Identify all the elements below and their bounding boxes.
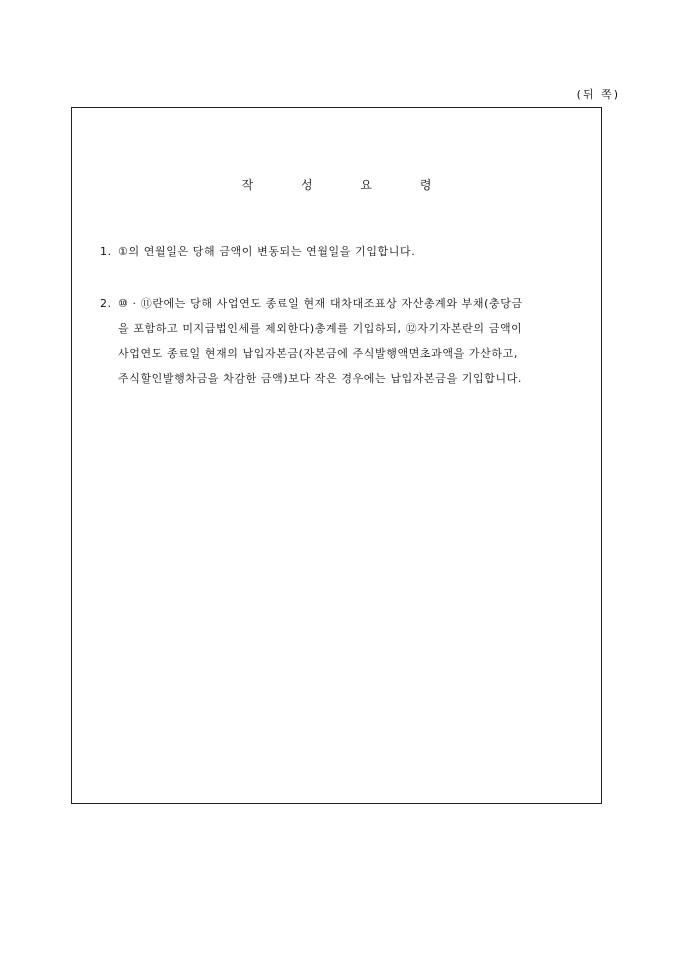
instruction-line: 주식할인발행차금을 차감한 금액)보다 작은 경우에는 납입자본금을 기입합니다. <box>118 372 523 385</box>
instruction-number: 1. <box>100 245 112 258</box>
instruction-line: 사업연도 종료일 현재의 납입자본금(자본금에 주식발행액면초과액을 가산하고, <box>118 347 518 360</box>
instruction-line <box>100 291 581 316</box>
instruction-item-2 <box>100 291 581 391</box>
instruction-line <box>100 239 581 264</box>
instruction-text: ⑩ · ⑪란에는 당해 사업연도 종료일 현재 대차대조표상 자산총계와 부채(충당금 <box>118 297 523 310</box>
instruction-number: 2. <box>100 297 112 310</box>
form-box <box>71 107 602 804</box>
instruction-item-1 <box>100 239 581 264</box>
instruction-text: ①의 연월일은 당해 금액이 변동되는 연월일을 기입합니다. <box>118 245 416 258</box>
instruction-line: 을 포함하고 미지급법인세를 제외한다)총계를 기입하되, ⑫자기자본란의 금액이 <box>118 322 523 335</box>
form-title: 작 성 요 령 <box>241 178 454 192</box>
page-side-label: (뒤 쪽) <box>576 88 620 101</box>
